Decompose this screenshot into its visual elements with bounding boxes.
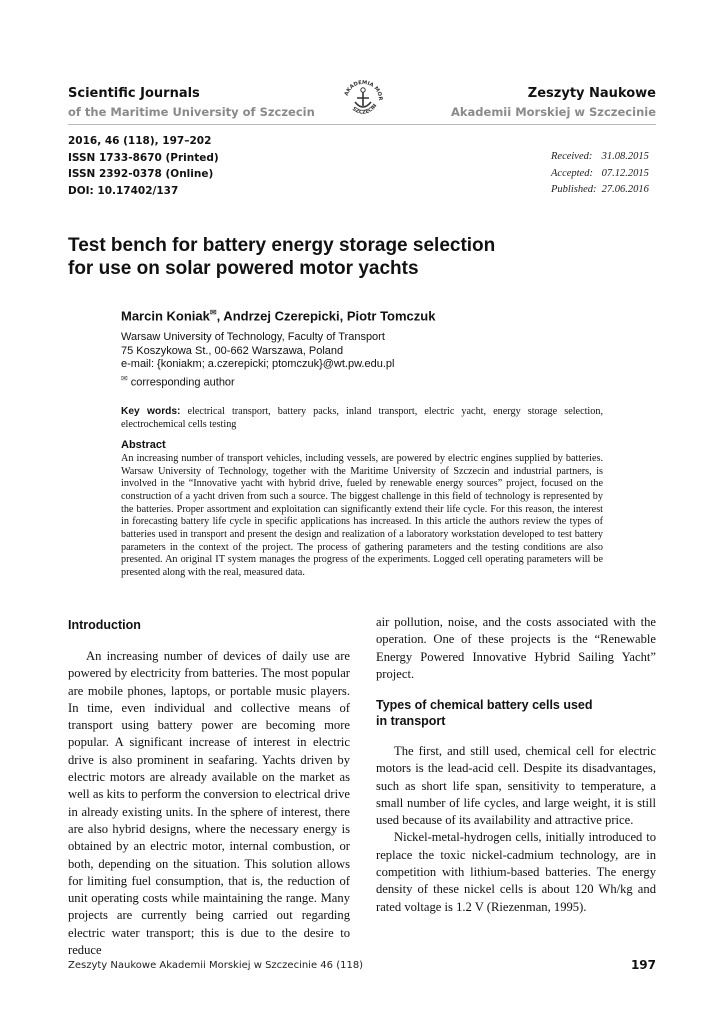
affiliation <box>121 331 641 390</box>
abstract-text: An increasing number of transport vehicles, including vessels, are powered by electric engines supplied by batteries. Warsaw University of Technology, together with the Maritime University of Szczecin and industrial partners, is involved in the “Innovative yacht with hybrid drive, fueled by renewable energy sources” project, focused on the construction of a yacht driven from such a source. The biggest challenge in this field of technology is represented by the batteries. Proper assortment and exploitation can significantly extend their life cycle. For this reason, the interest in forecasting battery life cycle in specific applications has increased. In this article the authors review the types of batteries used in transport and present the design and realization of a laboratory workstation developed to test battery parameters in the context of the project. The process of gathering parameters and the testing conditions are also presented. An original IT system manages the progress of the experiments. Logged cell operating parameters will be presented along with the real, measured data. <box>121 453 603 578</box>
introduction-heading: Introduction <box>68 618 141 632</box>
author-corresponding: Marcin Koniak <box>121 308 210 324</box>
issn-print: ISSN 1733-8670 (Printed) <box>68 151 219 164</box>
keywords-text: electrical transport, battery packs, inland transport, electric yacht, energy storage selection, electrochemical cells testing <box>121 406 603 430</box>
university-seal-logo <box>339 76 387 124</box>
types-paragraph-2: Nickel-metal-hydrogen cells, initially introduced to replace the toxic nickel-cadmium technology, are in competition with lithium-based batteries. The energy density of these nickel cells is about 120 Wh/kg and rated voltage is 1.2 V (Riezenman, 1995). <box>376 830 656 914</box>
journal-subtitle-pl: Akademii Morskiej w Szczecinie <box>450 105 656 119</box>
header-divider <box>68 124 656 125</box>
mail-icon: ✉ <box>209 308 217 317</box>
types-heading: Types of chemical battery cells used in transport <box>376 698 593 728</box>
issn-online: ISSN 2392-0378 (Online) <box>68 168 214 180</box>
received-date: Received: 31.08.2015 <box>551 151 649 162</box>
issue-info: 2016, 46 (118), 197–202 <box>68 135 212 147</box>
types-body <box>376 743 656 916</box>
introduction-continuation: air pollution, noise, and the costs associated with the operation. One of these projects is the “Renewable Energy Powered Innovative Hybrid Sailing Yacht” project. <box>376 615 656 681</box>
author-others: , Andrzej Czerepicki, Piotr Tomczuk <box>216 308 436 324</box>
introduction-body <box>68 648 350 959</box>
article-dates <box>551 149 649 199</box>
affiliation-institution: Warsaw University of Technology, Faculty of Transport <box>121 331 385 343</box>
doi[interactable]: DOI: 10.17402/137 <box>68 184 179 197</box>
keywords <box>121 406 603 432</box>
author-list <box>121 308 435 323</box>
article-meta <box>68 133 219 199</box>
introduction-paragraph: An increasing number of devices of daily use are powered by electricity from batteries. The most popular are mobile phones, laptops, or portable music players. In time, even individual and collective means of transport using battery power are becoming more popular. A significant increase of interest in electric drive is also prominent in seafaring. Yachts driven by electric motors are already available on the market as well as kits to perform the conversion to electrical drive in already existing units. In the sphere of interest, there are also hybrid designs, where the necessary energy is obtained by an electric motor, internal combustion, or both, depending on the situation. This solution allows for limiting fuel consumption, that is, the reduction of unit operating costs while maintaining the range. Many projects are currently being carried out regarding electric water transport; this is due to the desire to reduce <box>68 649 350 958</box>
published-date: Published: 27.06.2016 <box>551 184 649 195</box>
accepted-date: Accepted: 07.12.2015 <box>551 167 649 179</box>
abstract-heading: Abstract <box>121 439 166 451</box>
affiliation-email[interactable]: e-mail: {koniakm; a.czerepicki; ptomczuk}@wt.pw.edu.pl <box>121 358 395 371</box>
mail-icon: ✉ <box>121 373 128 383</box>
journal-subtitle-en: of the Maritime University of Szczecin <box>68 105 315 119</box>
page-number: 197 <box>630 958 656 972</box>
journal-title-pl: Zeszyty Naukowe <box>527 86 656 101</box>
keywords-label: Key words: <box>121 406 181 417</box>
corresponding-note: ✉ corresponding author <box>121 373 235 389</box>
article-title: Test bench for battery energy storage selection for use on solar powered motor yachts <box>68 235 496 279</box>
svg-text:SZCZECIN: SZCZECIN <box>350 102 379 116</box>
svg-text:AKADEMIA MORSKA: AKADEMIA MOR <box>343 79 384 101</box>
journal-title-en: Scientific Journals <box>68 86 200 101</box>
footer-journal: Zeszyty Naukowe Akademii Morskiej w Szczecinie 46 (118) <box>68 960 364 971</box>
affiliation-address: 75 Koszykowa St., 00-662 Warszawa, Poland <box>121 344 344 357</box>
types-paragraph-1: The first, and still used, chemical cell for electric motors is the lead-acid cell. Despite its disadvantages, such as short life span, sensitivity to temperature, a small number of life cycles, and large weight, it is still used because of its availability and attractive price. <box>376 744 656 828</box>
